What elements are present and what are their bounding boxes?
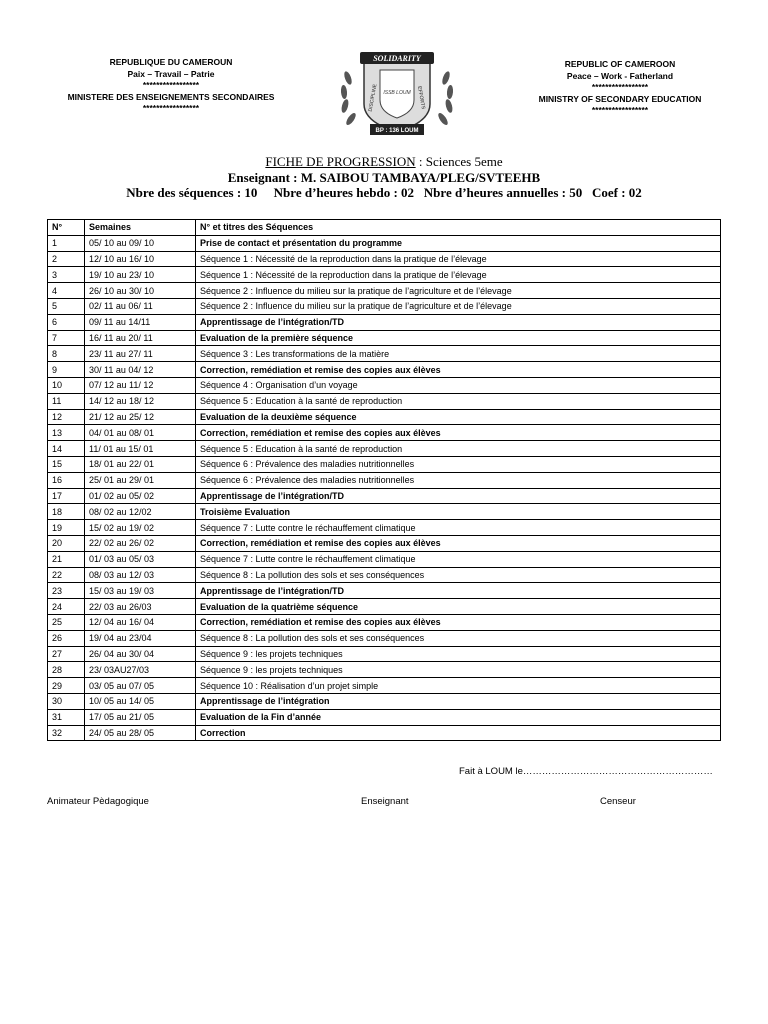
row-sequence-title: Séquence 6 : Prévalence des maladies nutritionnelles	[196, 456, 721, 472]
row-sequence-title: Séquence 2 : Influence du milieu sur la pratique de l’agriculture et de l’élevage	[196, 283, 721, 299]
row-weeks: 26/ 04 au 30/ 04	[85, 646, 196, 662]
row-sequence-title: Séquence 6 : Prévalence des maladies nutritionnelles	[196, 472, 721, 488]
row-weeks: 12/ 04 au 16/ 04	[85, 614, 196, 630]
row-sequence-title: Apprentissage de l’intégration/TD	[196, 488, 721, 504]
row-sequence-title: Correction, remédiation et remise des copies aux élèves	[196, 362, 721, 378]
row-weeks: 23/ 11 au 27/ 11	[85, 346, 196, 362]
table-row	[48, 330, 721, 346]
table-row	[48, 551, 721, 567]
row-number: 13	[48, 425, 85, 441]
row-weeks: 07/ 12 au 11/ 12	[85, 377, 196, 393]
laurel-right-icon	[437, 70, 454, 126]
row-number: 5	[48, 298, 85, 314]
row-weeks: 04/ 01 au 08/ 01	[85, 425, 196, 441]
table-row	[48, 614, 721, 630]
row-number: 23	[48, 583, 85, 599]
row-number: 27	[48, 646, 85, 662]
row-sequence-title: Prise de contact et présentation du programme	[196, 235, 721, 251]
separator-stars: *****************	[142, 80, 200, 90]
row-number: 32	[48, 725, 85, 741]
row-number: 16	[48, 472, 85, 488]
row-number: 30	[48, 693, 85, 709]
row-number: 25	[48, 614, 85, 630]
header-sequences: N° et titres des Séquences	[196, 220, 721, 236]
title-subject: : Sciences 5eme	[415, 154, 503, 169]
row-sequence-title: Apprentissage de l’intégration	[196, 693, 721, 709]
row-weeks: 11/ 01 au 15/ 01	[85, 441, 196, 457]
signature-animateur: Animateur Pèdagogique	[47, 796, 149, 807]
row-weeks: 16/ 11 au 20/ 11	[85, 330, 196, 346]
row-sequence-title: Séquence 4 : Organisation d’un voyage	[196, 377, 721, 393]
row-sequence-title: Correction, remédiation et remise des copies aux élèves	[196, 535, 721, 551]
row-number: 12	[48, 409, 85, 425]
table-row	[48, 377, 721, 393]
row-sequence-title: Correction	[196, 725, 721, 741]
row-number: 26	[48, 630, 85, 646]
row-weeks: 09/ 11 au 14/11	[85, 314, 196, 330]
row-sequence-title: Séquence 5 : Education à la santé de reproduction	[196, 441, 721, 457]
row-number: 18	[48, 504, 85, 520]
row-sequence-title: Correction, remédiation et remise des copies aux élèves	[196, 614, 721, 630]
row-number: 21	[48, 551, 85, 567]
table-row	[48, 693, 721, 709]
row-sequence-title: Séquence 8 : La pollution des sols et ses conséquences	[196, 630, 721, 646]
row-number: 11	[48, 393, 85, 409]
row-number: 19	[48, 520, 85, 536]
row-number: 15	[48, 456, 85, 472]
table-row	[48, 630, 721, 646]
row-number: 1	[48, 235, 85, 251]
row-number: 22	[48, 567, 85, 583]
table-row	[48, 488, 721, 504]
row-number: 8	[48, 346, 85, 362]
row-weeks: 30/ 11 au 04/ 12	[85, 362, 196, 378]
row-weeks: 25/ 01 au 29/ 01	[85, 472, 196, 488]
ministry-name-fr: MINISTERE DES ENSEIGNEMENTS SECONDAIRES	[67, 91, 275, 102]
table-row	[48, 346, 721, 362]
row-sequence-title: Séquence 10 : Réalisation d’un projet simple	[196, 678, 721, 694]
row-number: 29	[48, 678, 85, 694]
row-sequence-title: Séquence 9 : les projets techniques	[196, 646, 721, 662]
row-weeks: 14/ 12 au 18/ 12	[85, 393, 196, 409]
header-number: N°	[48, 220, 85, 236]
separator-stars: *****************	[591, 105, 649, 115]
row-number: 9	[48, 362, 85, 378]
row-weeks: 26/ 10 au 30/ 10	[85, 283, 196, 299]
title-label: FICHE DE PROGRESSION	[265, 154, 416, 169]
country-name-en: REPUBLIC OF CAMEROON	[564, 59, 676, 69]
table-row	[48, 456, 721, 472]
row-sequence-title: Apprentissage de l’intégration/TD	[196, 314, 721, 330]
row-sequence-title: Séquence 2 : Influence du milieu sur la pratique de l’agriculture et de l’élevage	[196, 298, 721, 314]
table-row	[48, 725, 721, 741]
row-weeks: 24/ 05 au 28/ 05	[85, 725, 196, 741]
table-row	[48, 251, 721, 267]
row-weeks: 02/ 11 au 06/ 11	[85, 298, 196, 314]
row-sequence-title: Evaluation de la deuxième séquence	[196, 409, 721, 425]
row-sequence-title: Apprentissage de l’intégration/TD	[196, 583, 721, 599]
table-row	[48, 425, 721, 441]
row-weeks: 10/ 05 au 14/ 05	[85, 693, 196, 709]
row-weeks: 19/ 04 au 23/04	[85, 630, 196, 646]
table-header-row	[48, 220, 721, 236]
row-sequence-title: Séquence 5 : Education à la santé de reproduction	[196, 393, 721, 409]
table-row	[48, 235, 721, 251]
ministry-name-en: MINISTRY OF SECONDARY EDUCATION	[538, 93, 702, 104]
row-weeks: 17/ 05 au 21/ 05	[85, 709, 196, 725]
table-row	[48, 298, 721, 314]
header-weeks: Semaines	[85, 220, 196, 236]
signature-censeur: Censeur	[600, 796, 636, 807]
row-sequence-title: Séquence 7 : Lutte contre le réchauffement climatique	[196, 551, 721, 567]
table-row	[48, 504, 721, 520]
row-sequence-title: Evaluation de la Fin d’année	[196, 709, 721, 725]
logo-banner-text: SOLIDARITY	[373, 54, 421, 63]
table-row	[48, 535, 721, 551]
row-sequence-title: Séquence 7 : Lutte contre le réchauffement climatique	[196, 520, 721, 536]
row-number: 14	[48, 441, 85, 457]
row-sequence-title: Evaluation de la quatrième séquence	[196, 599, 721, 615]
row-weeks: 01/ 02 au 05/ 02	[85, 488, 196, 504]
table-row	[48, 646, 721, 662]
row-weeks: 22/ 02 au 26/ 02	[85, 535, 196, 551]
row-sequence-title: Troisième Evaluation	[196, 504, 721, 520]
row-weeks: 22/ 03 au 26/03	[85, 599, 196, 615]
logo-center-text: ISSB LOUM	[383, 90, 411, 96]
document-title	[0, 154, 768, 170]
row-number: 10	[48, 377, 85, 393]
progression-table	[47, 219, 721, 741]
table-row	[48, 472, 721, 488]
country-name-fr: REPUBLIQUE DU CAMEROUN	[109, 57, 233, 67]
row-number: 24	[48, 599, 85, 615]
course-details: Nbre des séquences : 10 Nbre d’heures hebdo : 02 Nbre d’heures annuelles : 50 Coef : 02	[126, 185, 642, 200]
row-sequence-title: Séquence 1 : Nécessité de la reproduction dans la pratique de l’élevage	[196, 267, 721, 283]
laurel-left-icon	[340, 70, 357, 126]
table-row	[48, 362, 721, 378]
table-row	[48, 678, 721, 694]
row-weeks: 05/ 10 au 09/ 10	[85, 235, 196, 251]
row-number: 3	[48, 267, 85, 283]
row-number: 20	[48, 535, 85, 551]
row-sequence-title: Evaluation de la première séquence	[196, 330, 721, 346]
teacher-line: Enseignant : M. SAIBOU TAMBAYA/PLEG/SVTEEHB	[227, 169, 541, 185]
table-row	[48, 267, 721, 283]
row-number: 7	[48, 330, 85, 346]
row-weeks: 12/ 10 au 16/ 10	[85, 251, 196, 267]
table-row	[48, 283, 721, 299]
table-row	[48, 709, 721, 725]
row-number: 4	[48, 283, 85, 299]
document-title-block	[0, 154, 768, 201]
row-weeks: 08/ 03 au 12/ 03	[85, 567, 196, 583]
separator-stars: *****************	[142, 103, 200, 113]
separator-stars: *****************	[591, 82, 649, 92]
row-weeks: 03/ 05 au 07/ 05	[85, 678, 196, 694]
signature-enseignant: Enseignant	[361, 796, 409, 807]
table-row	[48, 520, 721, 536]
row-weeks: 08/ 02 au 12/02	[85, 504, 196, 520]
header-right	[516, 59, 724, 117]
table-row	[48, 314, 721, 330]
table-row	[48, 662, 721, 678]
row-number: 17	[48, 488, 85, 504]
row-sequence-title: Correction, remédiation et remise des copies aux élèves	[196, 425, 721, 441]
row-weeks: 18/ 01 au 22/ 01	[85, 456, 196, 472]
header-left	[60, 57, 282, 115]
row-number: 6	[48, 314, 85, 330]
motto-fr: Paix – Travail – Patrie	[127, 68, 215, 79]
motto-en: Peace – Work - Fatherland	[566, 70, 674, 81]
table-row	[48, 583, 721, 599]
row-sequence-title: Séquence 9 : les projets techniques	[196, 662, 721, 678]
row-number: 31	[48, 709, 85, 725]
row-sequence-title: Séquence 1 : Nécessité de la reproduction dans la pratique de l’élevage	[196, 251, 721, 267]
row-weeks: 15/ 03 au 19/ 03	[85, 583, 196, 599]
table-row	[48, 409, 721, 425]
row-weeks: 01/ 03 au 05/ 03	[85, 551, 196, 567]
row-sequence-title: Séquence 8 : La pollution des sols et ses conséquences	[196, 567, 721, 583]
row-weeks: 21/ 12 au 25/ 12	[85, 409, 196, 425]
table-row	[48, 567, 721, 583]
row-weeks: 19/ 10 au 23/ 10	[85, 267, 196, 283]
row-weeks: 23/ 03AU27/03	[85, 662, 196, 678]
row-number: 28	[48, 662, 85, 678]
signature-place-date: Fait à LOUM le……………………………………………………	[459, 766, 713, 777]
row-sequence-title: Séquence 3 : Les transformations de la matière	[196, 346, 721, 362]
table-row	[48, 393, 721, 409]
logo-base-text: BP : 136 LOUM	[375, 128, 419, 134]
logo-right-word: EFFORTS	[416, 85, 426, 110]
row-weeks: 15/ 02 au 19/ 02	[85, 520, 196, 536]
row-number: 2	[48, 251, 85, 267]
school-logo	[334, 48, 460, 140]
logo-left-word: DISCIPLINE	[367, 83, 379, 113]
table-row	[48, 441, 721, 457]
table-row	[48, 599, 721, 615]
